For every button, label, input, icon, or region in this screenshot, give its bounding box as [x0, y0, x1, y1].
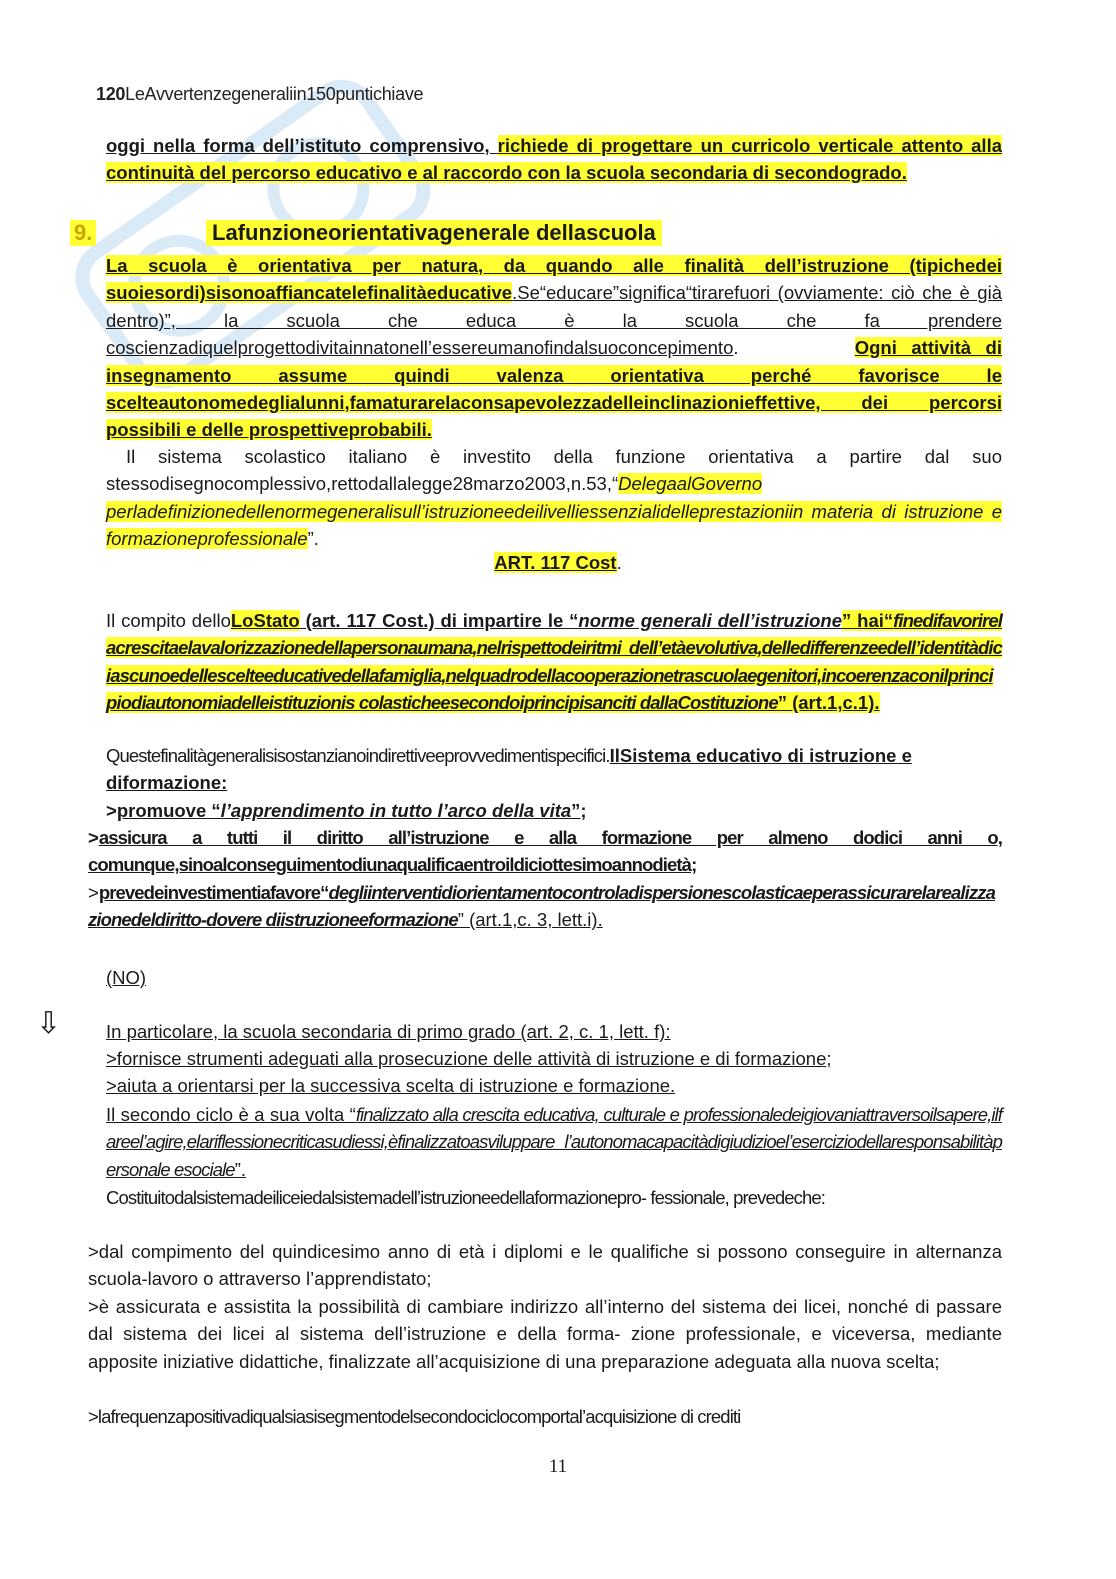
- header-page-number: 120: [96, 84, 126, 104]
- bullet-aiuta: >aiuta a orientarsi per la successiva scelta di istruzione e formazione.: [106, 1075, 676, 1096]
- section-number: 9.: [70, 220, 96, 246]
- para4-text-b: LoStato: [230, 610, 300, 631]
- intro-paragraph: [106, 132, 1002, 187]
- page-number: 11: [548, 1456, 568, 1477]
- intro-text-2: richiede di progettare un curricolo verticale attento alla continuità del percorso educativo e al raccordo con la scuola secondaria di secondogrado.: [106, 135, 1002, 184]
- para2-text-b: .Se“educare”significa“tirarefuori (ovviamente: ciò che è già dentro)”, la scuola che educa è la scuola che fa prendere coscienzadiquelprogettodivitainnatonell’essereumanofindalsuoconcepimento: [106, 282, 1002, 359]
- para2-text-d: Ogni attività di insegnamento assume quindi valenza orientativa perché favorisce le scelteautonomedeglialunni,famaturarelaconsapevolezzadelleinclinazionieffettive, dei percorsi possibili e delle prospettiveprobabili.: [106, 337, 1002, 441]
- note-no: (NO): [106, 967, 147, 988]
- down-arrow-icon: ⇩: [36, 1007, 62, 1040]
- paragraph-compito-stato: [106, 607, 1002, 717]
- bullet-quindicesimo: >dal compimento del quindicesimo anno di età i diplomi e le qualifiche si possono conseguire in alternanza scuola-lavoro o attraverso l’apprendistato;: [88, 1241, 1002, 1290]
- para4-text-d: norme generali dell’istruzione: [578, 610, 843, 631]
- paragraph-orientativa: [106, 252, 1002, 444]
- bullet-prevede: >prevedeinvestimentiafavore“degliinterventidiorientamentocontroladispersionescolasticaeperassicurarelarealizzazionedeldiritto-dovere diistruzioneeformazione” (art.1,c. 3, lett.i).: [88, 882, 995, 931]
- paragraph-finalita: [106, 742, 1002, 797]
- para4-text-a: Il compito dello: [106, 610, 231, 631]
- para3-text-c: ”.: [307, 528, 319, 550]
- para2-text-c: .: [733, 337, 739, 359]
- bullet-fornisce: >fornisce strumenti adeguati alla prosecuzione delle attività di istruzione e di formazione;: [106, 1048, 832, 1069]
- section-title: Lafunzioneorientativagenerale dellascuola: [206, 220, 662, 246]
- para4-text-c: (art. 117 Cost.) di impartire le “: [299, 610, 579, 631]
- para5-text-a: Questefinalitàgeneralisisostanzianoindirettiveeprovvedimentispecifici.: [106, 745, 610, 766]
- header-title: LeAvvertenzegeneraliin150puntichiave: [125, 84, 424, 104]
- art-117-label: [0, 552, 1116, 574]
- art-tail: .: [616, 552, 622, 573]
- running-header: [96, 84, 423, 105]
- paragraph-secondo-ciclo: Il secondo ciclo è a sua volta “finalizzato alla crescita educativa, culturale e professionaledeigiovaniattraversoilsapere,ilfareel’agire,elariflessionecriticasudiessi,èfinalizzatoasviluppare l’autonomacapacitàdigiudizioel’eserciziodellaresponsabilitàpersonale esociale”.: [106, 1104, 1002, 1180]
- para5-text-b: IlSistema educativo di istruzione e diformazione:: [106, 745, 912, 794]
- bullet-crediti: >lafrequenzapositivadiqualsiasisegmentodelsecondociclocomportal’acquisizione di crediti: [88, 1406, 741, 1427]
- para3-text-a: Il sistema scolastico italiano è investito della funzione orientativa a partire dal suo stessodisegnocomplessivo,rettodallalegge28marzo2003,n.53,“: [106, 446, 1002, 495]
- paragraph-costituito: Costituitodalsistemadeiliceiedalsistemadell’istruzioneedellaformazionepro- fessionale, prevedeche:: [106, 1187, 826, 1208]
- para3-text-b: DelegaalGoverno perladefinizionedellenormegeneralisull’istruzioneedeilivelliessenzialidelleprestazioniin materia di istruzione e formazioneprofessionale: [106, 473, 1002, 550]
- bullet-cambiare-indirizzo: >è assicurata e assistita la possibilità di cambiare indirizzo all’interno del sistema dei licei, nonché di passare dal sistema dei licei al sistema dell’istruzione e della forma- zione professionale, e viceversa, mediante apposite iniziative didattiche, finalizzate all’acquisizione di una preparazione adeguata alla nuova scelta;: [88, 1296, 1002, 1372]
- paragraph-secondaria: In particolare, la scuola secondaria di primo grado (art. 2, c. 1, lett. f):: [106, 1021, 671, 1042]
- bullet-promuove: >promuove “l’apprendimento in tutto l’arco della vita”;: [106, 800, 587, 821]
- para2-text-a: La scuola è orientativa per natura, da quando alle finalità dell’istruzione (tipichedei suoiesordi)sisonoaffiancatelefinalitàeducative: [106, 255, 1002, 304]
- para4-text-f: finedifavorirelacrescitaelavalorizzazionedellapersonaumana,nelrispettodeiritmi dell’etàevolutiva,delledifferenzeedell’identitàdiciascunoedellescelteeducativedellafamiglia,nelquadrodellacooperazionetrascuolaegenitori,incoerenzaconilprincipiodiautonomiadelleistituzionis colasticheesecondoiprincipisanciti dallaCostituzione: [106, 610, 1002, 714]
- paragraph-sistema: [106, 443, 1002, 553]
- bullet-assicura: >assicura a tutti il diritto all’istruzione e alla formazione per almeno dodici anni o, comunque,sinoalconseguimentodiunaqualificaentroildiciottesimoannodietà;: [88, 827, 1002, 876]
- para4-text-e: ” hai“: [842, 610, 894, 631]
- intro-text-1: oggi nella forma dell’istituto comprensivo,: [106, 135, 498, 156]
- para4-text-g: ” (art.1,c.1).: [777, 692, 880, 714]
- art-label: ART. 117 Cost: [494, 552, 617, 573]
